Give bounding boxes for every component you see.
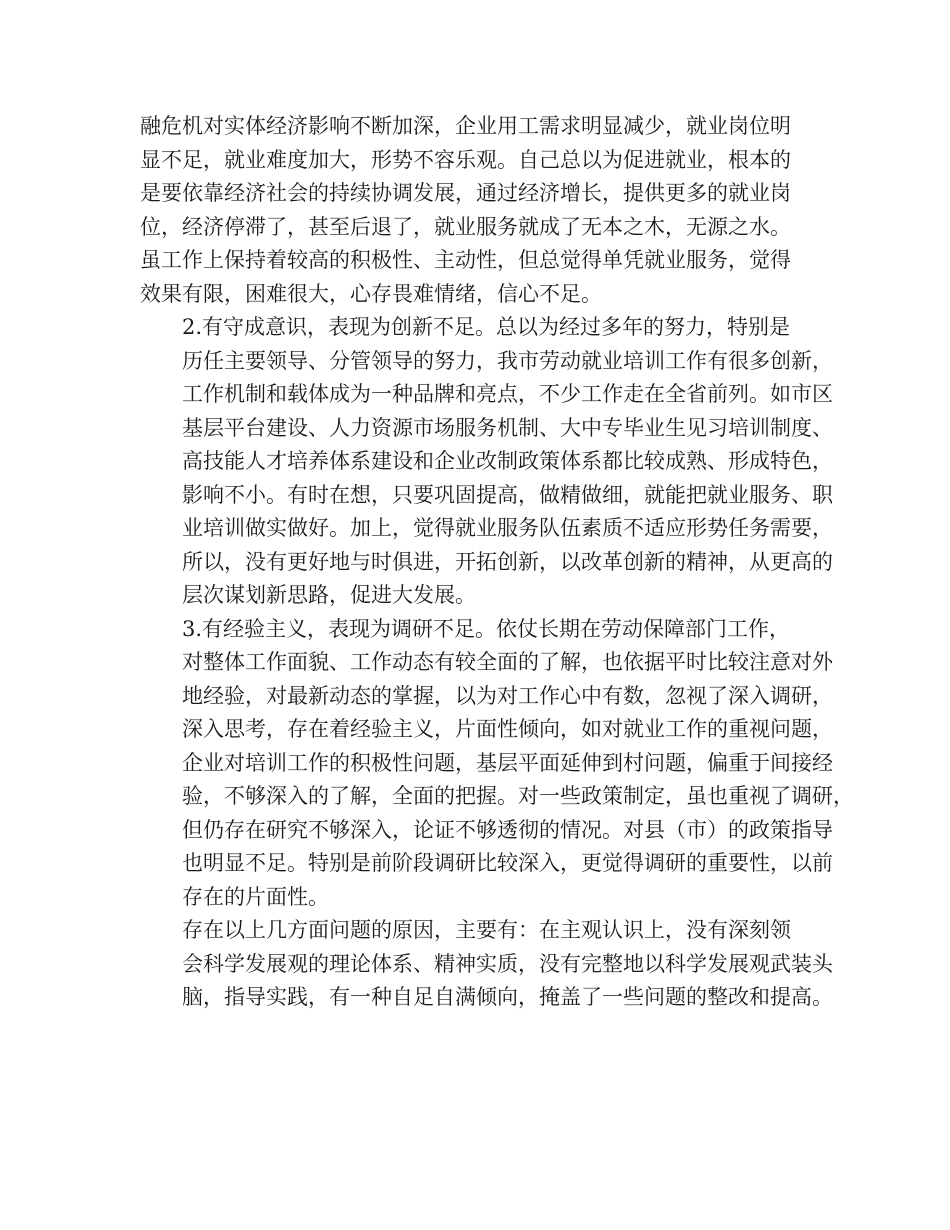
paragraph [140,311,833,613]
text-line: 也明显不足。特别是前阶段调研比较深入，更觉得调研的重要性，以前 [182,851,833,875]
text-line: 基层平台建设、人力资源市场服务机制、大中专毕业生见习培训制度、 [182,415,833,440]
text-line: 2.有守成意识，表现为创新不足。总以为经过多年的努力，特别是 [182,315,791,339]
text-line: 历任主要领导、分管领导的努力，我市劳动就业培训工作有很多创新， [182,348,833,373]
paragraph [140,613,854,915]
document-body [140,110,854,1015]
text-line: 高技能人才培养体系建设和企业改制政策体系都比较成熟、形成特色， [182,449,833,473]
text-line: 对整体工作面貌、工作动态有较全面的了解，也依据平时比较注意对外 [182,650,833,674]
text-line: 存在的片面性。 [182,884,329,909]
text-line: 层次谋划新思路，促进大发展。 [182,583,476,607]
text-line: 深入思考，存在着经验主义，片面性倾向，如对就业工作的重视问题， [182,717,833,741]
text-line: 3.有经验主义，表现为调研不足。依仗长期在劳动保障部门工作， [182,616,791,641]
text-line: 位，经济停滞了，甚至后退了，就业服务就成了无本之木，无源之水。 [140,214,791,239]
text-line: 虽工作上保持着较高的积极性、主动性，但总觉得单凭就业服务，觉得 [140,248,791,272]
paragraph [140,110,825,311]
text-line: 脑，指导实践，有一种自足自满倾向，掩盖了一些问题的整改和提高。 [182,985,833,1009]
text-line: 业培训做实做好。加上，觉得就业服务队伍素质不适应形势任务需要， [182,516,833,540]
text-line: 效果有限，困难很大，心存畏难情绪，信心不足。 [140,281,602,306]
text-line: 会科学发展观的理论体系、精神实质，没有完整地以科学发展观武装头 [182,951,833,976]
text-line: 工作机制和载体成为一种品牌和亮点，不少工作走在全省前列。如市区 [182,382,833,406]
text-line: 但仍存在研究不够深入，论证不够透彻的情况。对县（市）的政策指导 [182,817,833,842]
text-line: 融危机对实体经济影响不断加深，企业用工需求明显减少，就业岗位明 [140,114,791,138]
text-line: 显不足，就业难度加大，形势不容乐观。自己总以为促进就业，根本的 [140,147,791,172]
paragraph [140,914,833,1015]
text-line: 是要依靠经济社会的持续协调发展，通过经济增长，提供更多的就业岗 [140,181,791,205]
text-line: 企业对培训工作的积极性问题，基层平面延伸到村问题，偏重于间接经 [182,750,833,775]
text-line: 存在以上几方面问题的原因，主要有：在主观认识上，没有深刻领 [182,918,791,942]
text-line: 地经验，对最新动态的掌握，以为对工作心中有数，忽视了深入调研， [182,683,833,708]
text-line: 影响不小。有时在想，只要巩固提高，做精做细，就能把就业服务、职 [182,482,833,507]
text-line: 所以，没有更好地与时俱进，开拓创新，以改革创新的精神，从更高的 [182,549,833,574]
text-line: 验，不够深入的了解，全面的把握。对一些政策制定，虽也重视了调研， [182,784,854,808]
